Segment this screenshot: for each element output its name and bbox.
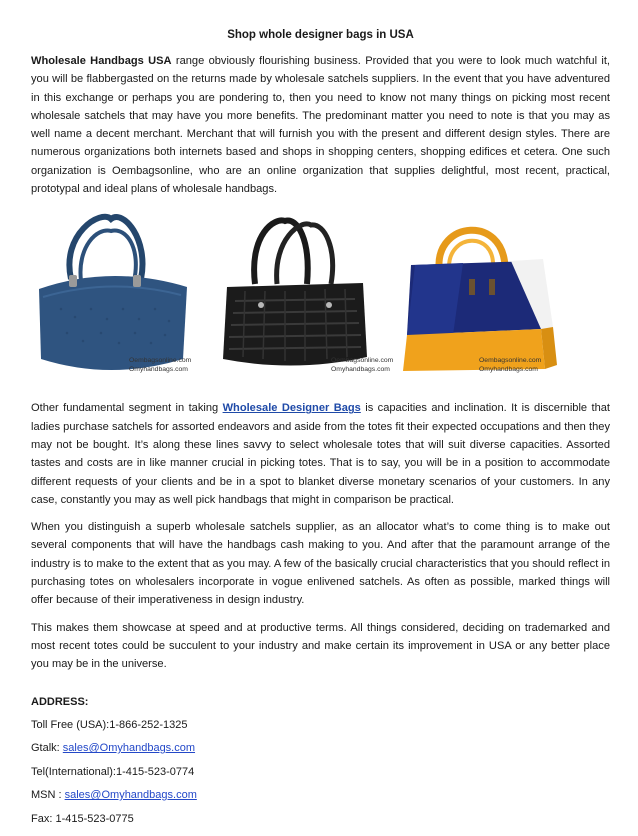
paragraph-supplier: When you distinguish a superb wholesale satchels supplier, as an allocator what’s to come thing is to make out several components that will have the handbags cash making to you. And after that the paramount arrange of the industry is to make to the extent that as you may. A few of the basically crucial characteristics that you should reflect in purchasing totes on wholesalers incorporate in vogue enlivened satchels. As often as possible, marked things will offer because of their imperativeness in design industry. xyxy=(31,521,610,607)
msn-email-link[interactable]: sales@Omyhandbags.com xyxy=(64,789,197,802)
msn-line xyxy=(31,789,610,802)
bag3-watermark-2: Omyhandbags.com xyxy=(479,366,538,374)
gtalk-label: Gtalk: xyxy=(31,742,63,755)
intro-text: range obviously flourishing business. Provided that you were to look much watchful it, you will be flabbergasted on the returns made by wholesale satchels suppliers. In the event that you have adventured in this exchange or perhaps you are pondering to, then you need to know not many things on picking most recent wholesale satchels that may have you more benefits. The predominant matter you need to note is that you may as well name a decent merchant. Merchant that will furnish you with the present and different design styles. There are numerous organizations both internets based and shops in shopping centers, shopping edifices et cetera. One such organization is Oembagsonline, who are an online organization that supplies delightful, most recent, practical, prototypal and ideal plans of wholesale handbags. xyxy=(31,55,610,196)
gtalk-line xyxy=(31,742,610,755)
document-title: Shop whole designer bags in USA xyxy=(227,29,414,41)
gtalk-email-link[interactable]: sales@Omyhandbags.com xyxy=(62,742,196,755)
intro-paragraph xyxy=(31,52,610,198)
handbag-image-row xyxy=(31,209,610,387)
paragraph-showcase: This makes them showcase at speed and at productive terms. All things considered, deciding on trademarked and most recent totes could be succulent to your industry and make certain its improvement in USA or any better place you may be in the universe. xyxy=(31,621,610,671)
paragraph-designer-bags xyxy=(31,399,610,509)
para2-before: Other fundamental segment in taking xyxy=(31,402,223,415)
bag1-watermark-1: Oembagsonline.com xyxy=(129,357,192,365)
bag3-watermark-1: Oembagsonline.com xyxy=(479,357,542,365)
intro-lead-bold: Wholesale Handbags USA xyxy=(31,55,172,67)
wholesale-designer-bags-link[interactable]: Wholesale Designer Bags xyxy=(222,402,361,415)
msn-label: MSN : xyxy=(31,789,65,802)
bag2-watermark-2: Omyhandbags.com xyxy=(331,366,390,374)
bag2-watermark-1: Oembagsonline.com xyxy=(331,357,394,365)
document-page xyxy=(31,28,610,836)
fax-line: Fax: 1-415-523-0775 xyxy=(31,812,134,825)
address-block xyxy=(31,696,610,826)
tel-international-line: Tel(International):1-415-523-0774 xyxy=(31,765,195,778)
bag1-watermark-2: Omyhandbags.com xyxy=(129,366,188,374)
address-heading: ADDRESS: xyxy=(31,695,89,708)
para2-after: is capacities and inclination. It is discernible that ladies purchase satchels for assorted endeavors and aside from the totes fit their expected occupations and then they may not be bought. It’s along these lines savvy to select wholesale totes that will suit diverse capacities. Assorted tastes and costs are in like manner crucial in picking totes. That is to say, you will be in a position to accommodate different requests of your clients and be in a spot to blanket diverse monetary scenarios of your customers. In any case, constantly you may as well pick handbags that might in comparison be practical. xyxy=(31,402,610,506)
toll-free-line: Toll Free (USA):1-866-252-1325 xyxy=(31,718,188,731)
